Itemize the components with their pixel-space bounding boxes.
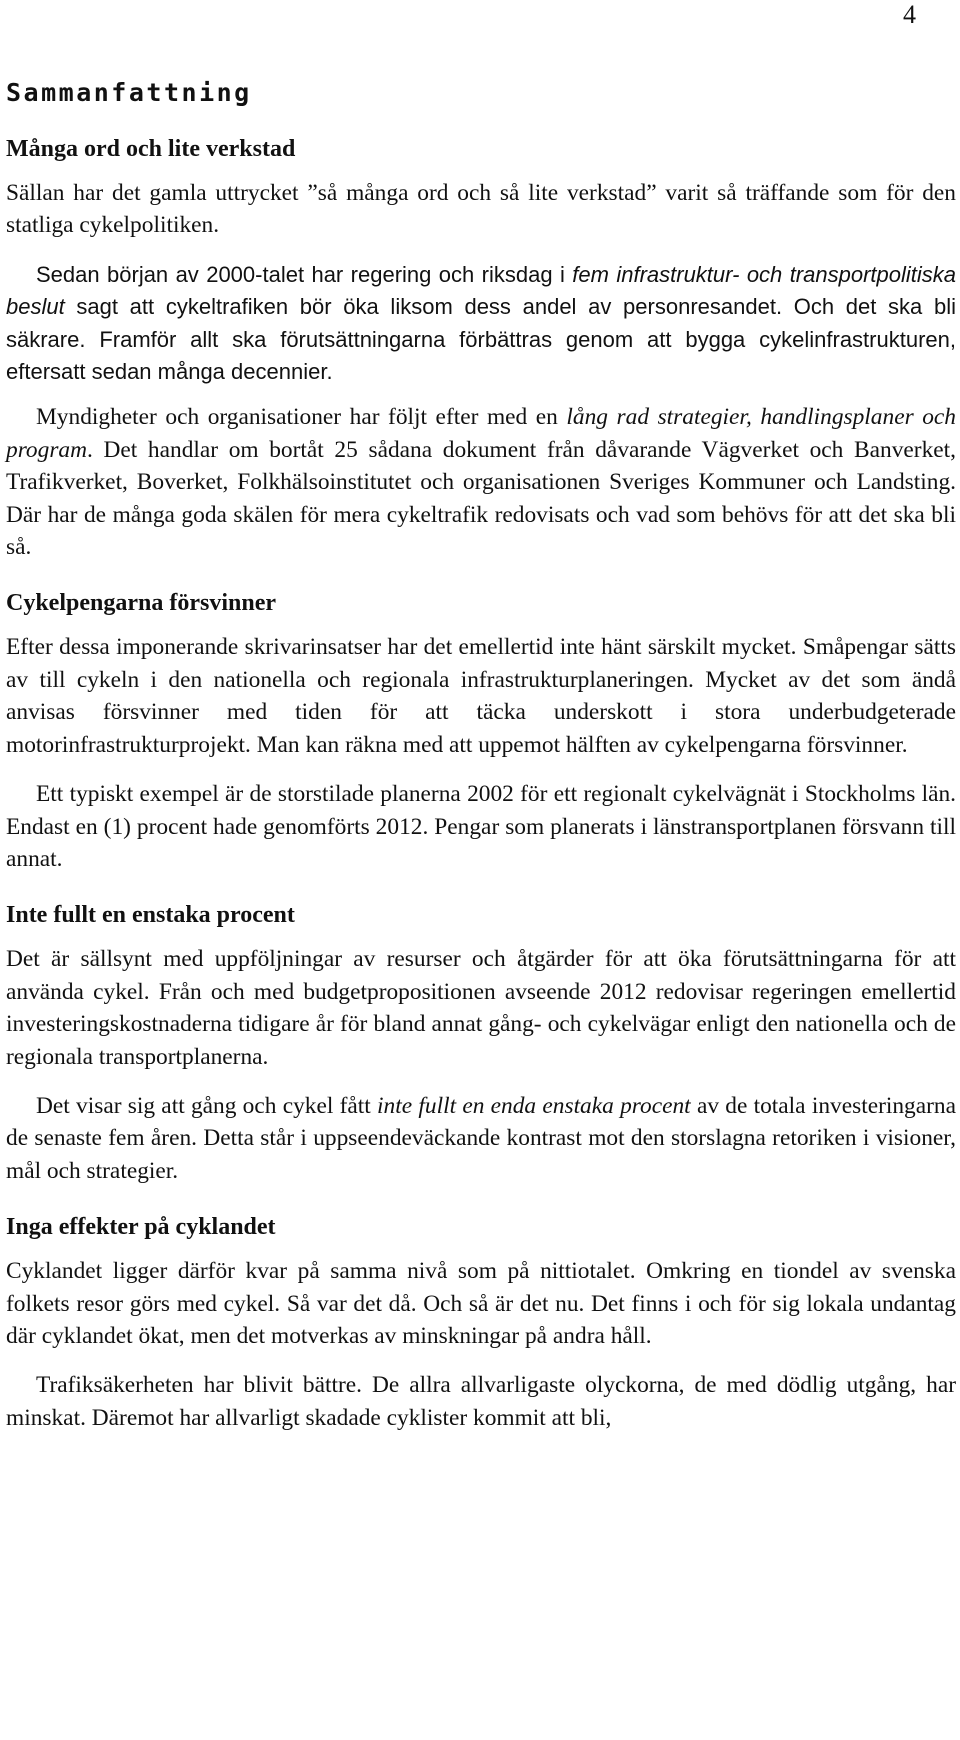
paragraph-text: . Det handlar om bortåt 25 sådana dokument från dåvarande Vägverket och Banverket, Trafikverket, Boverket, Folkhälsoinstitutet och organisationen Sveriges Kommuner och Landsting. Där har de många goda skälen för mera cykeltrafik redovisats och vad som behövs för att det ska bli så. — [6, 436, 956, 561]
emphasis-text: lång rad strategier, handlingsplaner och program — [6, 404, 957, 463]
paragraph-text: av de totala investeringarna de senaste fem åren. Detta står i uppseendeväckande kontrast mot den storslagna retoriken i visioner, mål och strategier. — [6, 1092, 957, 1184]
section-inte-fullt — [6, 899, 956, 1187]
paragraph — [6, 401, 956, 563]
paragraph: Sällan har det gamla uttrycket ”så många ord och så lite verkstad” varit så träffande som för den statliga cykelpolitiken. — [6, 180, 956, 239]
paragraph: Ett typiskt exempel är de storstilade planerna 2002 för ett regionalt cykelvägnät i Stockholms län. Endast en (1) procent hade genomförts 2012. Pengar som planerats i länstransportplanen försvann till annat. — [6, 781, 956, 872]
document-title: Sammanfattning — [6, 78, 252, 107]
paragraph-text: Myndigheter och organisationer har följt efter med en — [36, 404, 567, 431]
section-manga-ord — [6, 133, 956, 563]
paragraph — [6, 259, 956, 389]
section-heading: Cykelpengarna försvinner — [6, 590, 276, 617]
paragraph: Trafiksäkerheten har blivit bättre. De allra allvarligaste olyckorna, de med dödlig utgång, har minskat. Däremot har allvarligt skadade cyklister kommit att bli, — [6, 1372, 956, 1431]
section-cykelpengarna — [6, 587, 956, 875]
section-heading: Inte fullt en enstaka procent — [6, 902, 295, 929]
paragraph-text: Sedan början av 2000-talet har regering och riksdag i — [36, 261, 573, 287]
paragraph: Cyklandet ligger därför kvar på samma nivå som på nittiotalet. Omkring en tiondel av svenska folkets resor görs med cykel. Så var det då. Och så är det nu. Det finns i och för sig lokala undantag där cyklandet ökat, men det motverkas av minskningar på andra håll. — [6, 1258, 956, 1349]
paragraph: Efter dessa imponerande skrivarinsatser har det emellertid inte hänt särskilt mycket. Småpengar sätts av till cykeln i den nationella och regionala infrastrukturplaneringen. Mycket av det som ändå anvisas försvinner med tiden för att täcka underskott i stora underbudgeterade motorinfrastrukturprojekt. Man kan räkna med att uppemot hälften av cykelpengarna försvinner. — [6, 634, 956, 758]
page-number: 4 — [903, 0, 916, 29]
page-content — [6, 78, 956, 1434]
section-heading: Många ord och lite verkstad — [6, 136, 296, 162]
paragraph-text: sagt att cykeltrafiken bör öka liksom dess andel av personresandet. Och det ska bli säkrare. Framför allt ska förutsättningarna förbättras genom att bygga cykelinfrastrukturen, eftersatt sedan många decennier. — [6, 294, 956, 385]
emphasis-text: fem infrastruktur- och transportpolitiska beslut — [6, 261, 956, 320]
emphasis-text: inte fullt en enda enstaka procent — [377, 1092, 691, 1119]
section-inga-effekter — [6, 1211, 956, 1434]
paragraph — [6, 1090, 956, 1187]
paragraph-text: Det visar sig att gång och cykel fått — [36, 1092, 378, 1119]
section-heading: Inga effekter på cyklandet — [6, 1214, 276, 1241]
paragraph: Det är sällsynt med uppföljningar av resurser och åtgärder för att öka förutsättningarna för att använda cykel. Från och med budgetpropositionen avseende 2012 redovisar regeringen emellertid investeringskostnaderna tidigare år för bland annat gång- och cykelvägar enligt den nationella och de regionala transportplanerna. — [6, 946, 956, 1070]
